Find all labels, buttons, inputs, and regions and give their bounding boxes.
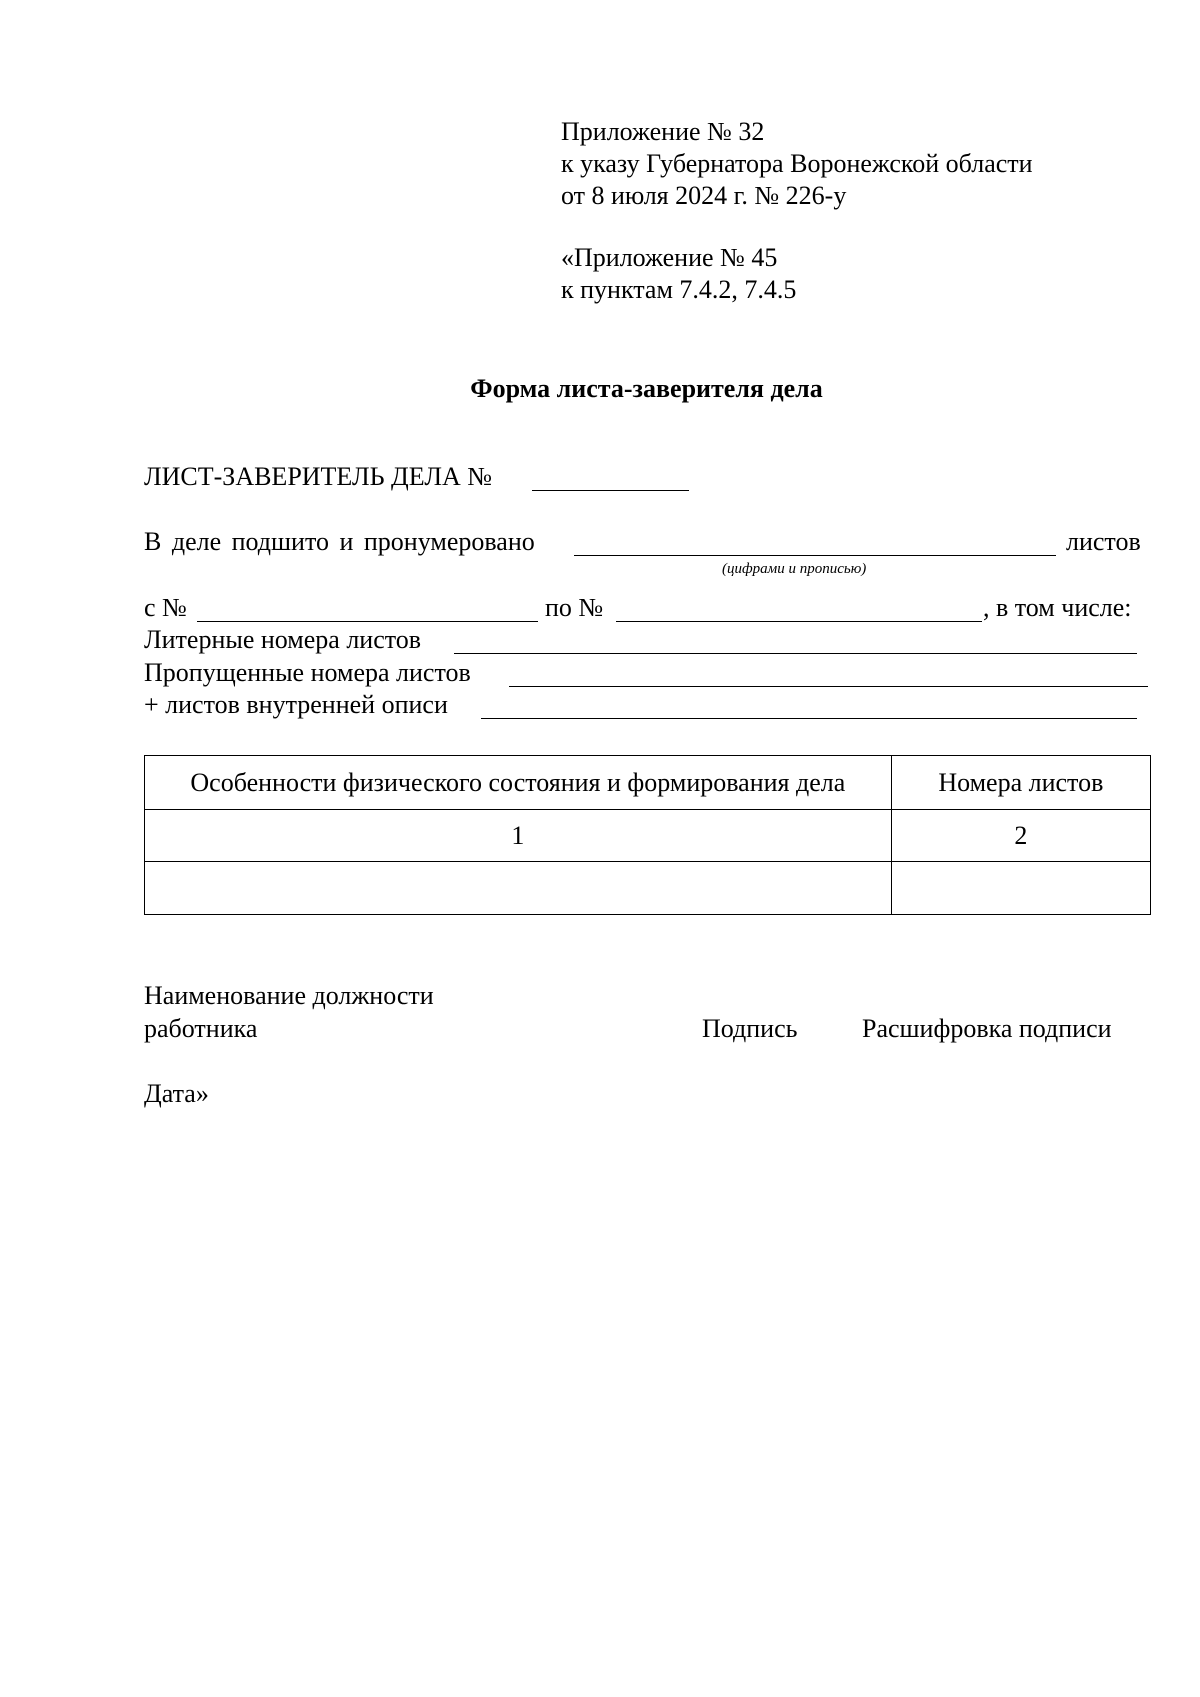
- to-label: по №: [545, 593, 604, 622]
- table-header-condition: Особенности физического состояния и формирования дела: [145, 756, 892, 810]
- signature-decode-label: Расшифровка подписи: [862, 1014, 1112, 1043]
- condition-table: [144, 755, 1151, 915]
- filed-caption: (цифрами и прописью): [722, 561, 867, 577]
- table-numbering-row: [145, 810, 1151, 862]
- decree-reference: к указу Губернатора Воронежской области: [561, 149, 1033, 178]
- table-cell-page-numbers[interactable]: [891, 862, 1150, 915]
- form-heading: ЛИСТ-ЗАВЕРИТЕЛЬ ДЕЛА №: [144, 462, 493, 491]
- clause-reference: к пунктам 7.4.2, 7.4.5: [561, 275, 797, 304]
- table-column-number-2: 2: [891, 810, 1150, 862]
- position-label-line2: работника: [144, 1014, 258, 1043]
- position-label-line1: Наименование должности: [144, 981, 434, 1010]
- letter-numbers-label: Литерные номера листов: [144, 625, 422, 654]
- signature-label: Подпись: [702, 1014, 798, 1043]
- filed-label: В деле подшито и пронумеровано: [144, 527, 535, 556]
- including-label: , в том числе:: [983, 593, 1132, 622]
- from-number-field[interactable]: [197, 621, 538, 622]
- decree-date: от 8 июля 2024 г. № 226-у: [561, 181, 847, 210]
- table-row: [145, 862, 1151, 915]
- missing-numbers-label: Пропущенные номера листов: [144, 658, 471, 687]
- appendix-number: Приложение № 32: [561, 117, 765, 146]
- missing-numbers-field[interactable]: [509, 686, 1148, 687]
- date-label: Дата»: [144, 1079, 209, 1108]
- inventory-label: + листов внутренней описи: [144, 690, 448, 719]
- original-appendix-number: «Приложение № 45: [561, 243, 778, 272]
- page-title: Форма листа-заверителя дела: [470, 374, 823, 403]
- to-number-field[interactable]: [616, 621, 982, 622]
- letter-numbers-field[interactable]: [454, 653, 1137, 654]
- table-cell-condition[interactable]: [145, 862, 892, 915]
- filed-count-field[interactable]: [574, 555, 1056, 556]
- table-header-page-numbers: Номера листов: [891, 756, 1150, 810]
- case-number-field[interactable]: [532, 490, 689, 491]
- filed-suffix: листов: [1066, 527, 1141, 556]
- from-label: с №: [144, 593, 187, 622]
- table-header-row: [145, 756, 1151, 810]
- table-column-number-1: 1: [145, 810, 892, 862]
- inventory-field[interactable]: [481, 718, 1137, 719]
